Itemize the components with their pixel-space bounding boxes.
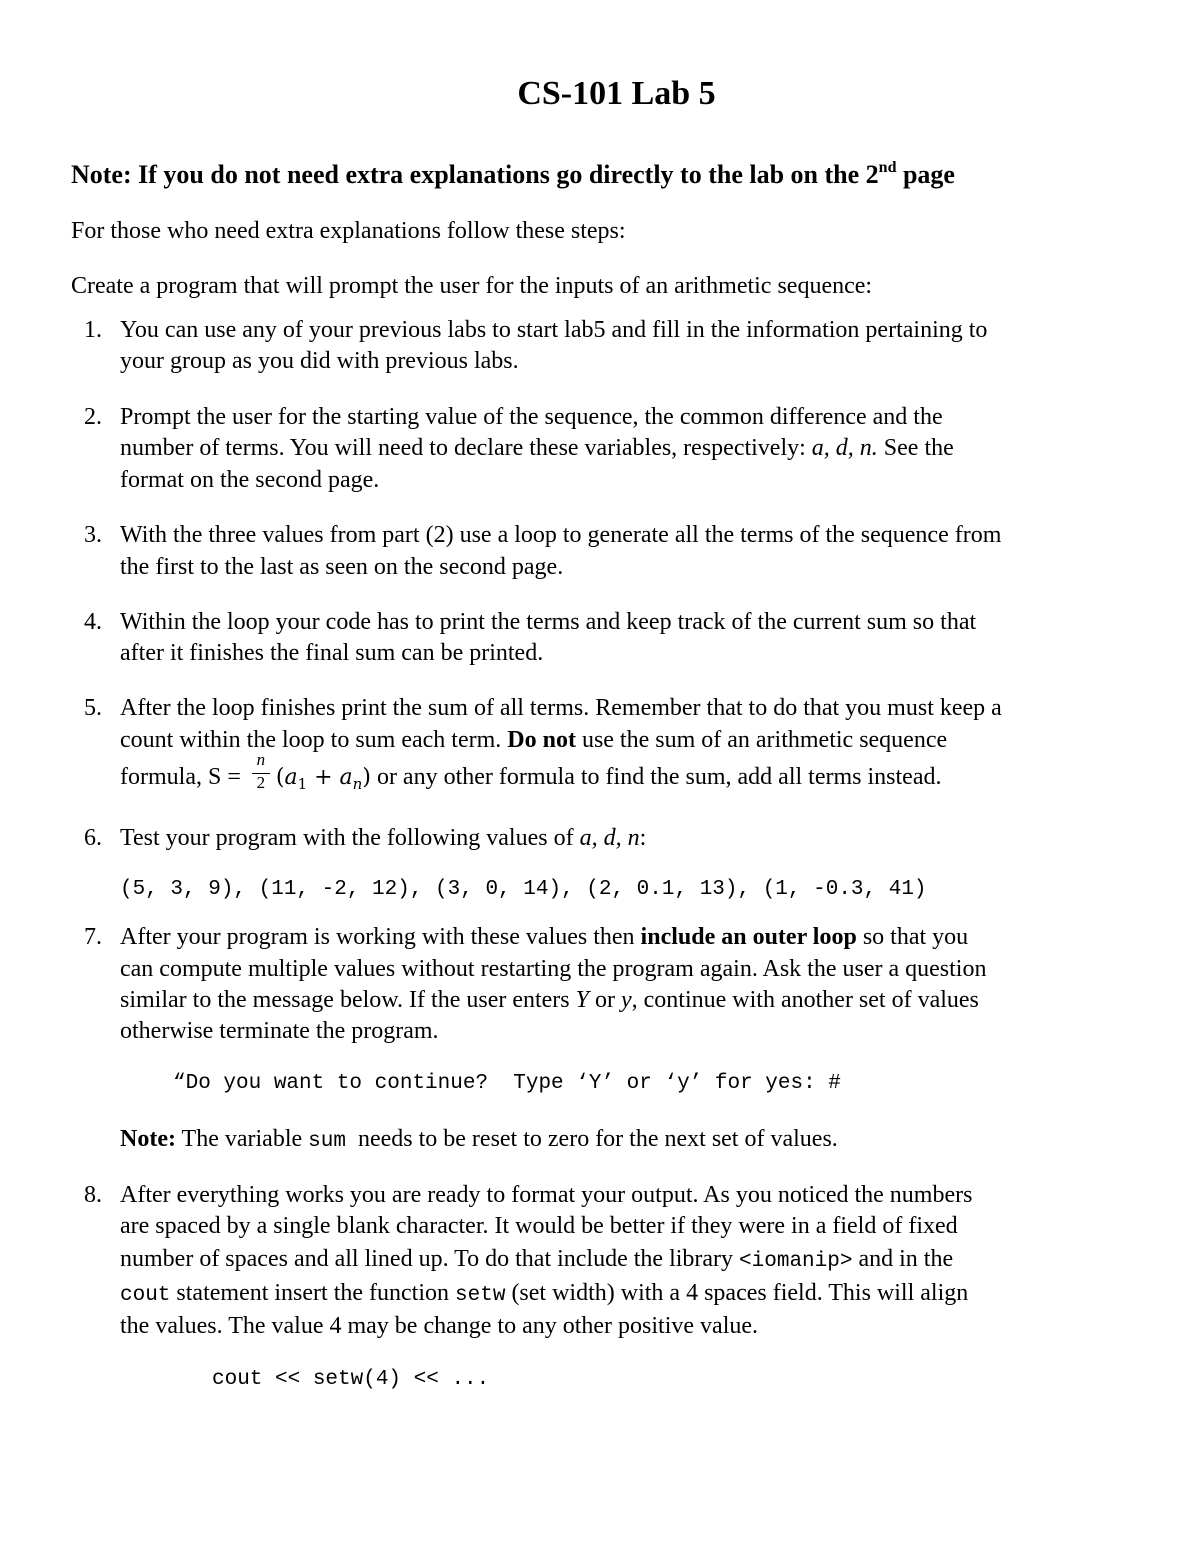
emphasis-outer-loop: include an outer loop bbox=[640, 924, 857, 950]
code-setw: setw bbox=[455, 1284, 506, 1307]
note-reset-sum: Note: The variable sum needs to be reset to zero for the next set of values. bbox=[120, 1126, 838, 1153]
item-number: 4. bbox=[84, 609, 102, 635]
item-line: count within the loop to sum each term. Do not use the sum of an arithmetic sequence bbox=[120, 727, 948, 753]
item-line: Prompt the user for the starting value of the sequence, the common difference and the bbox=[120, 404, 943, 430]
item-line: the first to the last as seen on the second page. bbox=[120, 554, 564, 580]
intro-paragraph-2: Create a program that will prompt the user for the inputs of an arithmetic sequence: bbox=[71, 273, 873, 299]
item-line: cout statement insert the function setw (set width) with a 4 spaces field. This will align bbox=[120, 1280, 969, 1307]
page-title: CS-101 Lab 5 bbox=[517, 75, 716, 112]
fraction-n-over-2: $\frac{n}{2}$ bbox=[250, 762, 272, 792]
item-line: number of spaces and all lined up. To do that include the library <iomanip> and in the bbox=[120, 1246, 954, 1273]
item-line: are spaced by a single blank character. It would be better if they were in a field of fixed bbox=[120, 1213, 958, 1239]
item-line: You can use any of your previous labs to start lab5 and fill in the information pertaining to bbox=[120, 317, 988, 343]
item-line: After everything works you are ready to format your output. As you noticed the numbers bbox=[120, 1182, 973, 1208]
item-line: can compute multiple values without restarting the program again. Ask the user a question bbox=[120, 956, 987, 982]
item-number: 6. bbox=[84, 825, 102, 851]
item-number: 1. bbox=[84, 317, 102, 343]
emphasis-do-not: Do not bbox=[507, 727, 576, 753]
item-number: 5. bbox=[84, 695, 102, 721]
item-line: the values. The value 4 may be change to any other positive value. bbox=[120, 1313, 759, 1339]
item-line: Within the loop your code has to print the terms and keep track of the current sum so that bbox=[120, 609, 977, 635]
item-line: your group as you did with previous labs. bbox=[120, 348, 519, 374]
code-sum: sum bbox=[308, 1130, 346, 1153]
variables-adn: a, d, n. bbox=[811, 435, 878, 461]
item-line: similar to the message below. If the user enters Y or y, continue with another set of values bbox=[120, 987, 979, 1013]
item-line: With the three values from part (2) use a loop to generate all the terms of the sequence from bbox=[120, 522, 1002, 548]
item-number: 3. bbox=[84, 522, 102, 548]
formula-expression: $(a_1 + a_n)$ bbox=[275, 765, 371, 793]
item-line: after it finishes the final sum can be printed. bbox=[120, 640, 544, 666]
superscript-nd: nd bbox=[878, 159, 897, 176]
item-number: 7. bbox=[84, 924, 102, 950]
continue-prompt-code: “Do you want to continue? Type ‘Y’ or ‘y’ for yes: # bbox=[173, 1072, 841, 1095]
intro-paragraph-1: For those who need extra explanations follow these steps: bbox=[71, 218, 626, 244]
item-line: number of terms. You will need to declare these variables, respectively: a, d, n. See the bbox=[120, 435, 954, 461]
item-line: After your program is working with these values then include an outer loop so that you bbox=[120, 924, 969, 950]
test-values-code: (5, 3, 9), (11, -2, 12), (3, 0, 14), (2, 0.1, 13), (1, -0.3, 41) bbox=[120, 878, 927, 901]
item-number: 8. bbox=[84, 1182, 102, 1208]
item-line: otherwise terminate the program. bbox=[120, 1018, 439, 1044]
item-line: After the loop finishes print the sum of all terms. Remember that to do that you must keep a bbox=[120, 695, 1002, 721]
formula-line: formula, S = $\frac{n}{2}$ $(a_1 + a_n)$ or any other formula to find the sum, add all terms instead. bbox=[120, 750, 942, 793]
item-line: format on the second page. bbox=[120, 467, 380, 493]
item-number: 2. bbox=[84, 404, 102, 430]
note-heading: Note: If you do not need extra explanations go directly to the lab on the 2nd page bbox=[71, 159, 955, 189]
code-iomanip: <iomanip> bbox=[739, 1250, 853, 1273]
code-cout: cout bbox=[120, 1284, 171, 1307]
setw-example-code: cout << setw(4) << ... bbox=[212, 1368, 490, 1391]
item-line: Test your program with the following values of a, d, n: bbox=[120, 825, 647, 851]
